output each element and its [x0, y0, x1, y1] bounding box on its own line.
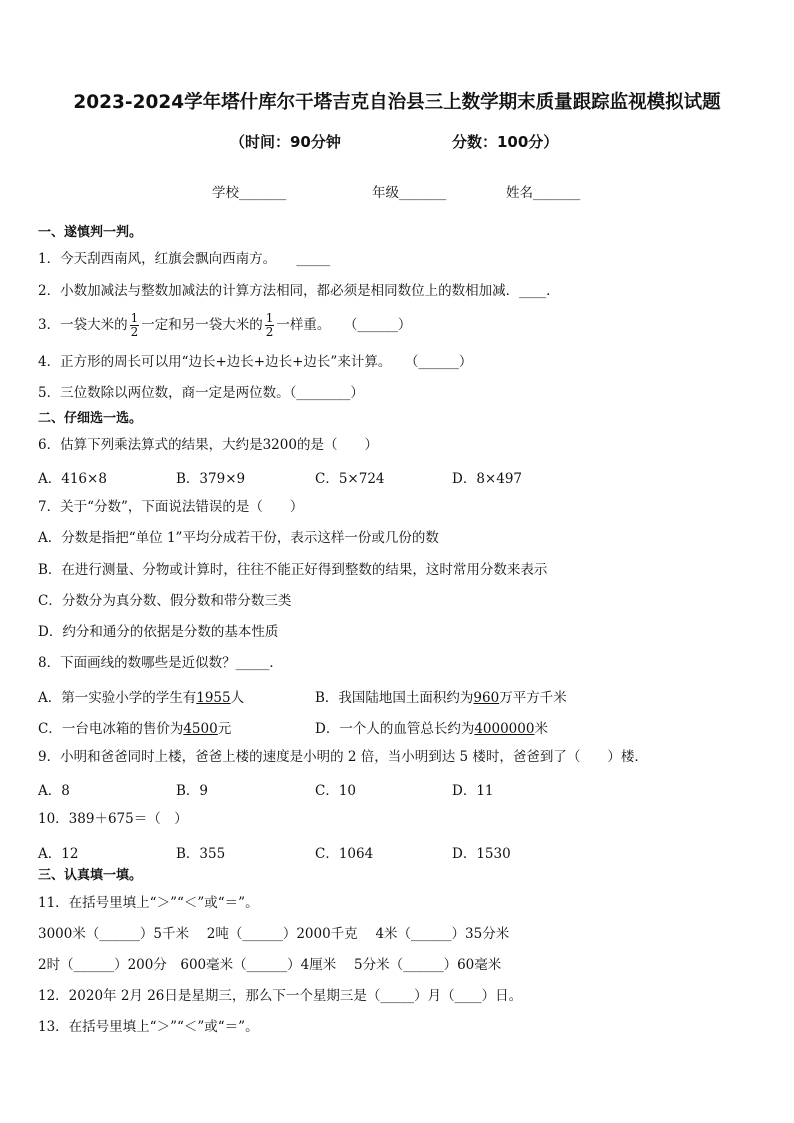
page-title: 2023-2024学年塔什库尔干塔吉克自治县三上数学期末质量跟踪监视模拟试题: [73, 92, 721, 113]
question-6: 6．估算下列乘法算式的结果，大约是3200的是（ ）: [38, 437, 378, 453]
fraction-half-2: [265, 312, 275, 339]
name-field: 姓名_______: [506, 185, 581, 201]
question-3-part-a: 3．一袋大米的: [38, 317, 128, 333]
option-b: B．在进行测量、分物或计算时，往往不能正好得到整数的结果，这时常用分数来表示: [38, 562, 548, 578]
question-5: 5．三位数除以两位数，商一定是两位数。（________）: [38, 385, 364, 401]
option-b: [315, 686, 567, 706]
underlined-number: 4500: [183, 721, 218, 737]
question-11-row-2: 2时（______）200分 600毫米（______）4厘米 5分米（______）60毫米: [38, 957, 502, 973]
option-d: D．8×497: [452, 471, 522, 487]
question-3: [38, 311, 411, 339]
section-heading-1: 一、遂慎判一判。: [38, 225, 143, 240]
option-c: C．10: [315, 783, 357, 799]
question-12: 12．2020年 2月 26日是星期三，那么下一个星期三是（_____）月（____）日。: [38, 988, 523, 1004]
question-2: 2．小数加减法与整数加减法的计算方法相同，都必须是相同数位上的数相加减．____．: [38, 283, 560, 299]
question-7: 7．关于“分数”，下面说法错误的是（ ）: [38, 499, 304, 515]
option-c: C．分数分为真分数、假分数和带分数三类: [38, 593, 292, 609]
exam-time: （时间：90分钟: [230, 133, 341, 151]
question-3-part-b: 一定和另一袋大米的: [141, 317, 263, 333]
option-c-unit: 元: [217, 721, 232, 737]
question-1: 1．今天刮西南风，红旗会飘向西南方。 _____: [38, 251, 331, 267]
option-d: D．约分和通分的依据是分数的基本性质: [38, 624, 279, 640]
option-b: B．9: [176, 783, 209, 799]
option-a-text: A．第一实验小学的学生有: [38, 690, 197, 706]
option-a: A．分数是指把“单位 1”平均分成若干份，表示这样一份或几份的数: [38, 530, 439, 546]
underlined-number: 4000000: [474, 721, 535, 737]
option-a: [38, 686, 244, 706]
option-d: D．1530: [452, 846, 511, 862]
option-b: B．379×9: [176, 471, 246, 487]
question-13: 13．在括号里填上“＞”“＜”或“＝”。: [38, 1019, 259, 1035]
question-9: 9．小明和爸爸同时上楼，爸爸上楼的速度是小明的 2 倍，当小明到达 5 楼时，爸爸到了（ ）楼．: [38, 749, 648, 765]
option-c: C．1064: [315, 846, 374, 862]
exam-score: 分数：100分）: [452, 133, 559, 151]
school-field: 学校_______: [212, 185, 287, 201]
fraction-numerator: 1: [130, 311, 139, 325]
option-c: C．5×724: [315, 471, 385, 487]
section-heading-3: 三、认真填一填。: [38, 868, 143, 883]
option-a: A．8: [38, 783, 70, 799]
fraction-half-1: [130, 312, 140, 339]
question-10: 10．389＋675＝（ ）: [38, 811, 188, 827]
underlined-number: 960: [473, 690, 500, 706]
option-c-text: C．一台电冰箱的售价为: [38, 721, 184, 737]
option-b-text: B．我国陆地国土面积约为: [315, 690, 474, 706]
option-b: B．355: [176, 846, 226, 862]
underlined-number: 1955: [196, 690, 231, 706]
question-8: 8．下面画线的数哪些是近似数？_____．: [38, 655, 283, 671]
question-3-part-c: 一样重。 （______）: [276, 317, 412, 333]
fraction-numerator: 1: [265, 311, 274, 325]
fraction-denominator: 2: [130, 325, 139, 339]
option-d: D．11: [452, 783, 494, 799]
option-b-unit: 万平方千米: [499, 690, 567, 706]
option-a-unit: 人: [230, 690, 245, 706]
option-d-unit: 米: [534, 721, 548, 737]
fraction-denominator: 2: [265, 325, 274, 339]
option-d: [315, 717, 548, 737]
question-4: 4．正方形的周长可以用“边长+边长+边长+边长”来计算。 （______）: [38, 354, 473, 370]
option-a: A．12: [38, 846, 79, 862]
grade-field: 年级_______: [372, 185, 447, 201]
option-a: A．416×8: [38, 471, 107, 487]
question-11: 11．在括号里填上“＞”“＜”或“＝”。: [38, 895, 259, 911]
question-11-row-1: 3000米（______）5千米 2吨（______）2000千克 4米（______）35分米: [38, 926, 510, 942]
option-c: [38, 717, 231, 737]
option-d-text: D．一个人的血管总长约为: [315, 721, 475, 737]
section-heading-2: 二、仔细选一选。: [38, 411, 143, 426]
